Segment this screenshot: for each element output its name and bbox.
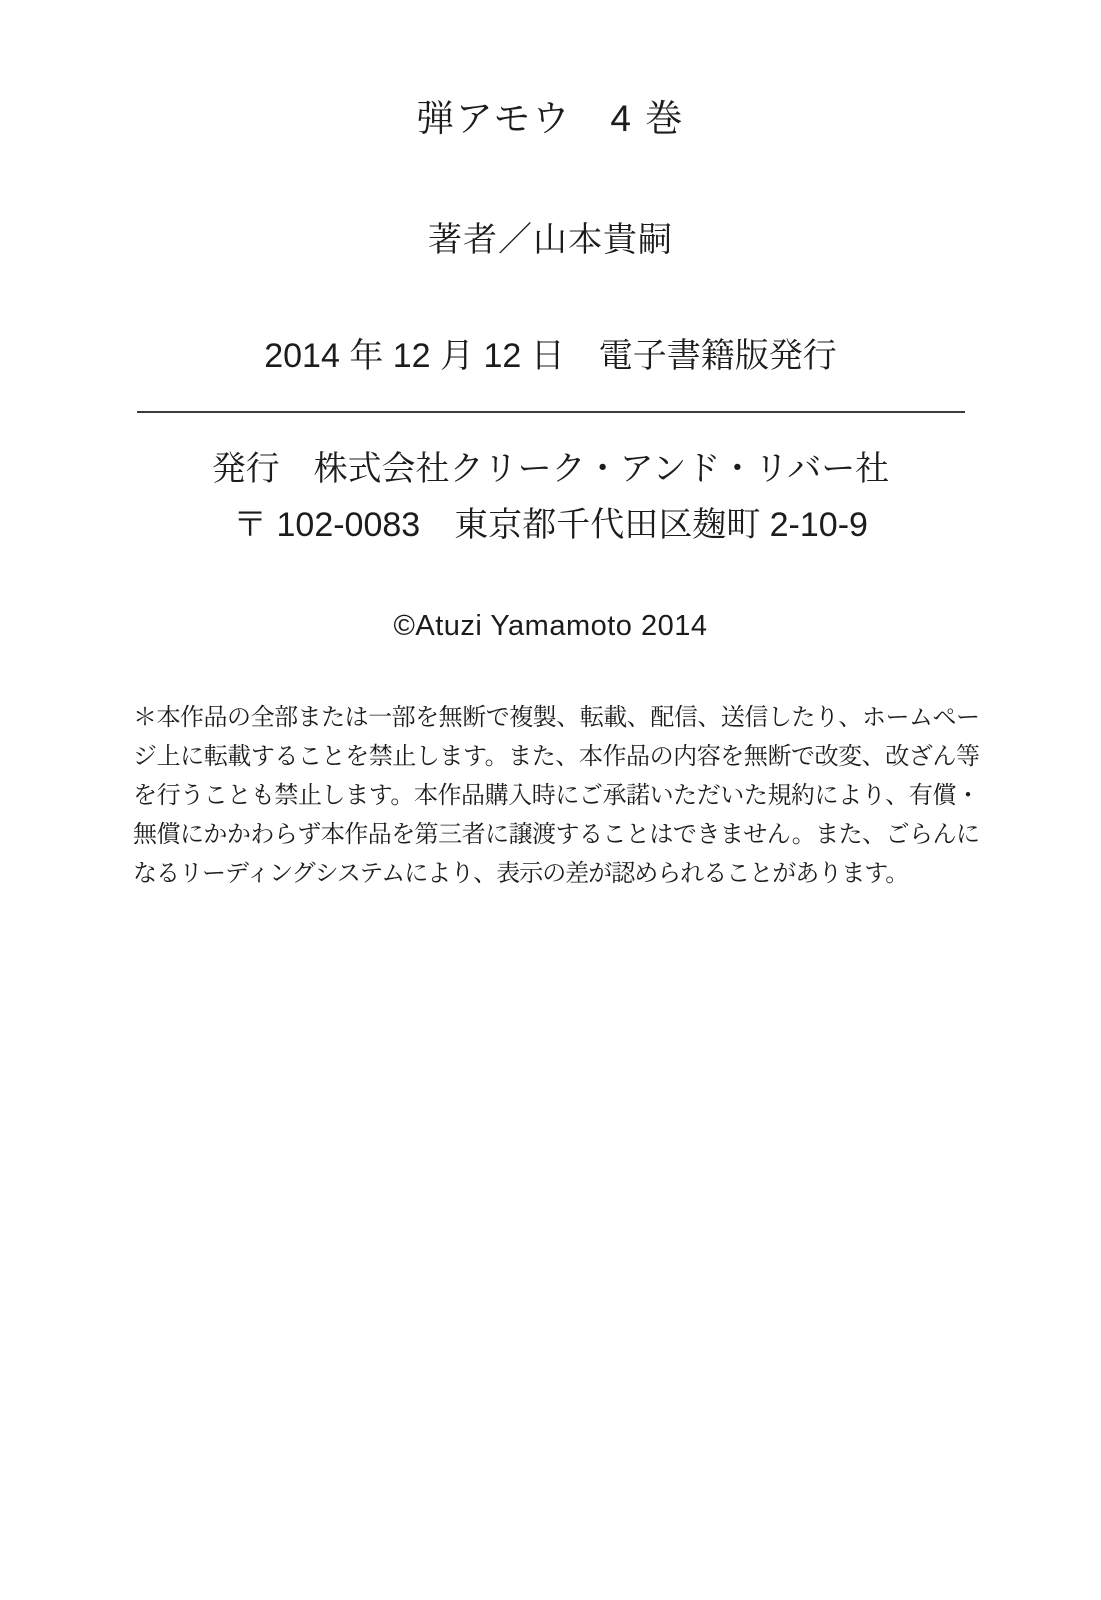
author-line: 著者／山本貴嗣 xyxy=(428,221,673,259)
publication-date: 2014 年 12 月 12 日 電子書籍版発行 xyxy=(264,337,837,375)
copyright-notice: ©Atuzi Yamamoto 2014 xyxy=(393,610,708,642)
disclaimer-text: ＊本作品の全部または一部を無断で複製、転載、配信、送信したり、ホームページ上に転載することを禁止します。また、本作品の内容を無断で改変、改ざん等を行うことも禁止します。本作品購入時にご承諾いただいた規約により、有償・無償にかかわらず本作品を第三者に譲渡することはできません。また、ごらんになるリーディングシステムにより、表示の差が認められることがあります。 xyxy=(133,704,979,887)
divider-rule xyxy=(137,411,965,413)
page-title: 弾アモウ 4 巻 xyxy=(416,98,685,139)
publisher-line: 発行 株式会社クリーク・アンド・リバー社 xyxy=(211,450,890,488)
publisher-address: 〒 102-0083 東京都千代田区麹町 2-10-9 xyxy=(233,506,868,544)
